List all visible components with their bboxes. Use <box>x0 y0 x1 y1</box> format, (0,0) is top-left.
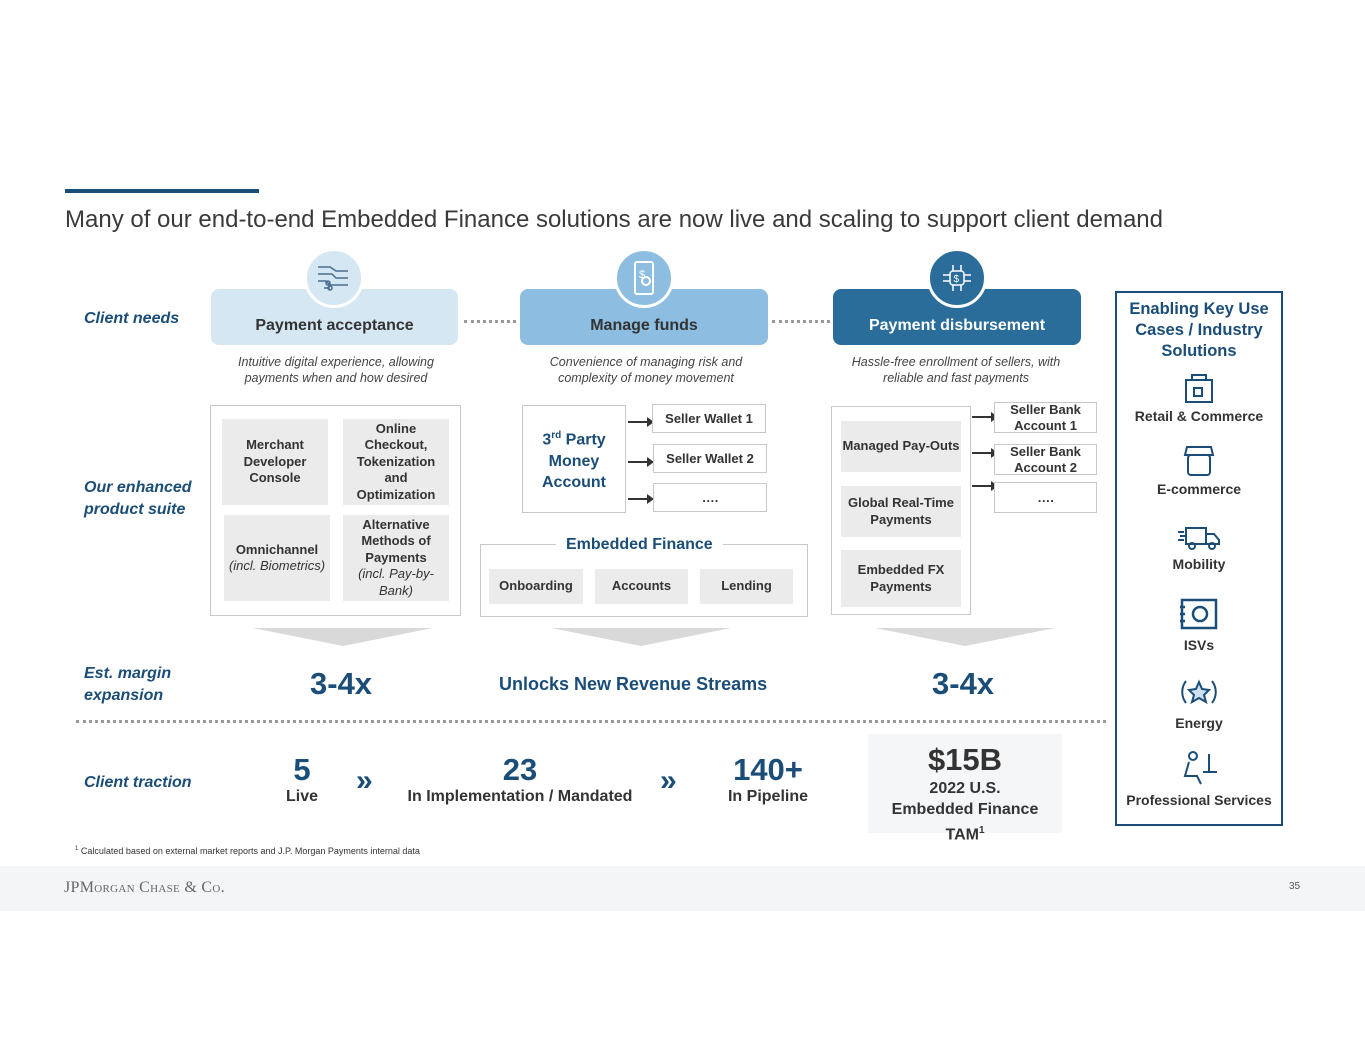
seller-wallet-2: Seller Wallet 2 <box>653 444 767 473</box>
note: (incl. Biometrics) <box>228 558 326 573</box>
footnote-marker: 1 <box>75 846 79 852</box>
margin-middle: Unlocks New Revenue Streams <box>499 674 768 694</box>
chevron-right-icon: » <box>356 764 373 797</box>
label: E-commerce <box>1156 481 1242 497</box>
seller-bank-account-2: Seller Bank Account 2 <box>994 444 1097 475</box>
arrow-icon <box>972 416 994 418</box>
arrow-icon <box>972 485 994 487</box>
product-embedded-fx: Embedded FX Payments <box>841 550 961 607</box>
traction-implementation <box>395 752 645 806</box>
footnote-ref: 1 <box>978 825 985 836</box>
circuit-icon <box>304 248 364 308</box>
product-managed-payouts: Managed Pay-Outs <box>841 421 961 472</box>
industry-retail <box>1116 372 1282 424</box>
text: Party Money Account <box>542 431 606 491</box>
product-global-rtp: Global Real-Time Payments <box>841 486 961 537</box>
chevron-down-icon <box>875 628 1055 646</box>
label: ISVs <box>1183 637 1215 653</box>
arrow-icon <box>628 421 650 423</box>
label: Professional Services <box>1126 792 1272 808</box>
product-alt-payments <box>343 515 449 601</box>
label: Alternative Methods of Payments <box>361 516 431 565</box>
industry-isvs <box>1116 597 1282 653</box>
tam-box <box>868 734 1062 844</box>
tam-value: $15B <box>927 742 1003 777</box>
embedded-finance-title: Embedded Finance <box>556 536 723 554</box>
sup: rd <box>551 430 562 442</box>
value: 5 <box>293 752 311 787</box>
seller-wallet-more: …. <box>653 483 767 512</box>
divider <box>76 720 1106 723</box>
connector <box>772 320 830 323</box>
label: Mobility <box>1172 556 1226 572</box>
svg-text:$: $ <box>639 269 646 281</box>
jpmorgan-logo: JPMorgan Chase & Co. <box>64 879 225 896</box>
ef-lending: Lending <box>700 569 793 604</box>
industry-professional <box>1116 750 1282 808</box>
use-cases-title: Enabling Key Use Cases / Industry Solutions <box>1129 300 1269 360</box>
ef-accounts: Accounts <box>595 569 688 604</box>
industry-ecommerce <box>1116 443 1282 497</box>
page-title: Many of our end-to-end Embedded Finance solutions are now live and scaling to support client demand <box>65 206 1163 233</box>
desc-payment-acceptance: Intuitive digital experience, allowing payments when and how desired <box>238 355 434 385</box>
traction-pipeline <box>718 752 818 806</box>
arrow-icon <box>972 452 994 454</box>
label: Energy <box>1175 715 1223 731</box>
industry-energy <box>1116 673 1282 731</box>
label: Live <box>285 788 318 805</box>
margin-acceptance: 3-4x <box>310 666 373 701</box>
label: Omnichannel <box>235 541 319 557</box>
svg-text:$: $ <box>953 274 960 285</box>
row-label-client-needs: Client needs <box>84 310 180 327</box>
product-omnichannel <box>224 515 330 601</box>
chevron-down-icon <box>253 628 433 646</box>
footnote-text: Calculated based on external market reports and J.P. Morgan Payments internal data <box>80 846 420 856</box>
connector <box>464 320 516 323</box>
note: (incl. Pay-by-Bank) <box>358 566 434 598</box>
label: In Pipeline <box>727 788 808 805</box>
desc-payment-disbursement: Hassle-free enrollment of sellers, with reliable and fast payments <box>851 355 1061 385</box>
row-label-margin: Est. margin expansion <box>84 665 172 704</box>
product-online-checkout: Online Checkout, Tokenization and Optimization <box>343 419 449 505</box>
page-number: 35 <box>1289 881 1301 892</box>
dollar-network-icon <box>927 248 987 308</box>
seller-bank-account-1: Seller Bank Account 1 <box>994 402 1097 433</box>
header-manage-funds: Manage funds <box>520 289 768 345</box>
label: In Implementation / Mandated <box>407 788 633 805</box>
title-rule <box>65 189 259 193</box>
third-party-money-account <box>522 405 626 513</box>
industry-mobility <box>1116 522 1282 572</box>
header-payment-disbursement: Payment disbursement <box>833 289 1081 345</box>
tam-label: 2022 U.S. Embedded Finance TAM <box>891 780 1039 844</box>
row-label-traction: Client traction <box>84 774 192 791</box>
value: 140+ <box>733 752 803 787</box>
arrow-icon <box>628 461 650 463</box>
label: Retail & Commerce <box>1134 408 1264 424</box>
arrow-icon <box>628 498 650 500</box>
margin-disbursement: 3-4x <box>932 666 995 701</box>
header-payment-acceptance: Payment acceptance <box>211 289 458 345</box>
ef-onboarding: Onboarding <box>489 569 583 604</box>
desc-manage-funds: Convenience of managing risk and complexity of money movement <box>549 355 743 385</box>
traction-live <box>250 752 354 806</box>
product-merchant-console: Merchant Developer Console <box>222 419 328 505</box>
row-label-product-suite: Our enhanced product suite <box>84 479 192 518</box>
chevron-down-icon <box>551 628 731 646</box>
chevron-right-icon: » <box>660 764 677 797</box>
seller-bank-account-more: …. <box>994 482 1097 513</box>
value: 23 <box>502 752 538 787</box>
footnote <box>75 846 420 856</box>
mobile-payment-icon <box>614 248 674 308</box>
seller-wallet-1: Seller Wallet 1 <box>652 404 766 433</box>
text: 3 <box>542 431 552 449</box>
